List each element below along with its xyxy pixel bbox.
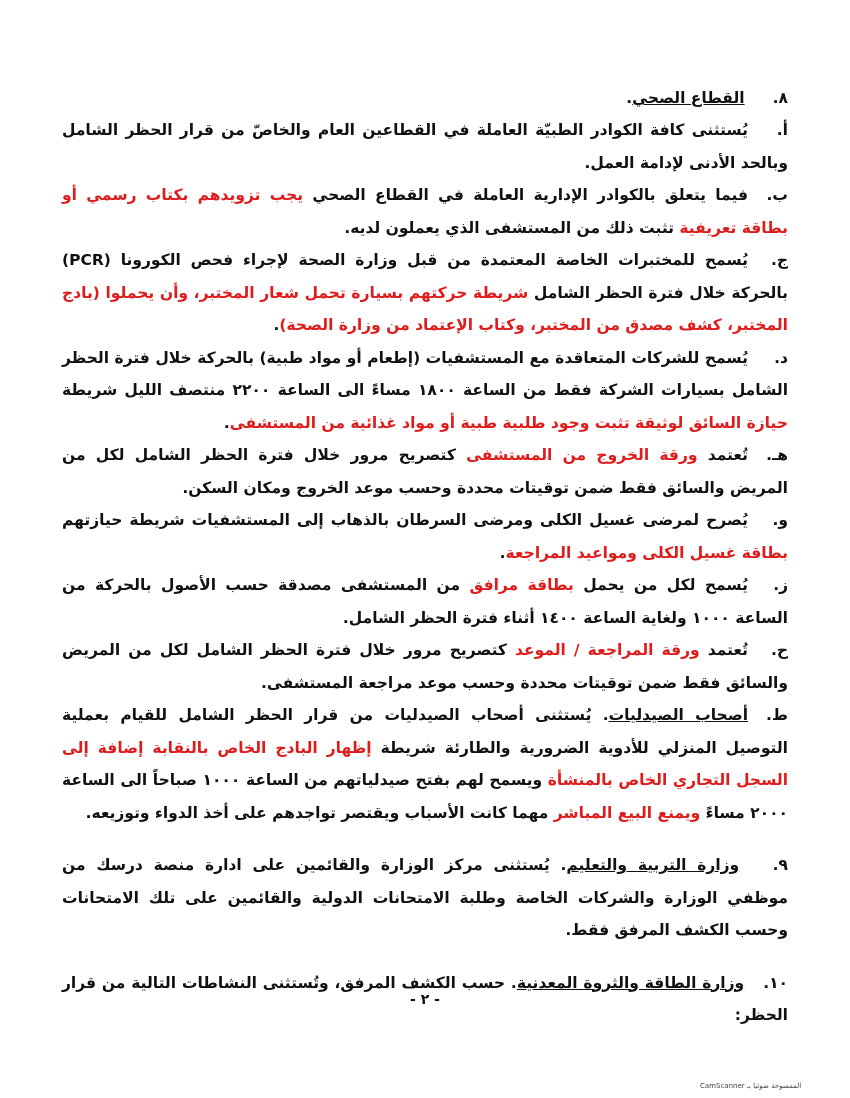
underlined-heading: أصحاب الصيدليات [608,706,749,724]
body-text: يُسمح للمختبرات الخاصة المعتمدة من قبل وزارة الصحة لإجراء فحص الكورونا (PCR) بالحركة خلال فترة الحظر الشامل [62,251,789,302]
list-item [62,569,788,634]
highlighted-text: حيازة السائق لوثيقة تثبت وجود طلبية طبية أو مواد غذائية من المستشفى [229,413,788,432]
list-item [62,244,788,342]
body-text: ويسمح لهم بفتح صيدلياتهم من الساعة ١٠٠٠ صباحاً الى الساعة ٢٠٠٠ مساءً [62,771,788,822]
page-number: - ٢ - [410,992,440,1008]
body-text: تثبت ذلك من المستشفى الذي يعملون لديه. [344,218,680,237]
item-letter: ج. [770,251,788,269]
highlighted-text: ورقة المراجعة / الموعد [515,641,700,659]
body-text: . [273,316,280,334]
item-letter: أ. [776,121,788,139]
section-8-heading [62,82,788,114]
spacer [62,829,788,849]
section-number: ٨. [772,89,788,107]
item-letter: ط. [766,706,789,724]
item-letter: و. [772,511,788,529]
highlighted-text: بطاقة مرافق [469,576,574,594]
highlighted-text: يجب تزويدهم بكتاب رسمي أو بطاقة تعريفية [62,186,788,237]
document-body [62,82,788,1032]
item-letter: د. [774,348,788,367]
section-9 [62,849,788,947]
body-text: . يُستثنى أصحاب الصيدليات من قرار الحظر الشامل للقيام بعملية التوصيل المنزلي للأدوية الضرورية والطارئة شريطة [62,706,788,757]
section-8-items [62,114,788,829]
body-text: يُستثنى كافة الكوادر الطبيّة العاملة في القطاعين العام والخاصّ من قرار الحظر الشامل وبالحد الأدنى لإدامة العمل. [62,121,788,172]
underlined-heading: وزارة الطاقة والثروة المعدنية [516,973,745,992]
body-text: . يُستثنى مركز الوزارة والقائمين على ادارة منصة درسك من موظفي الوزارة والشركات الخاصة وطلبة الامتحانات الدولية والقائمين على تلك الامتحانات وحسب الكشف المرفق فقط. [62,856,788,939]
list-item [62,634,788,699]
body-text: تُعتمد [697,446,749,464]
list-item [62,179,788,244]
section-number: ١٠. [763,973,788,992]
highlighted-text: ورقة الخروج من المستشفى [466,446,698,464]
body-text: . [499,543,506,562]
body-text: يُصرح لمرضى غسيل الكلى ومرضى السرطان بالذهاب إلى المستشفيات شريطة حيازتهم [62,511,748,529]
item-letter: ح. [770,641,789,659]
body-text: كتصريح مرور خلال فترة الحظر الشامل لكل من المريض والسائق فقط ضمن توقيتات محددة وحسب موعد الخروج ومكان السكن. [62,446,788,497]
body-text: . حسب الكشف المرفق، وتُستثنى النشاطات التالية من قرار الحظر: [62,973,788,1024]
section-number: ٩. [772,856,788,874]
body-text: يُسمح للشركات المتعاقدة مع المستشفيات (إطعام أو مواد طبية) بالحركة خلال فترة الحظر الشامل بسيارات الشركة فقط من الساعة ١٨٠٠ مساءً الى الساعة ٢٢٠٠ منتصف الليل شريطة [62,348,789,399]
highlighted-text: شريطة حركتهم بسيارة تحمل شعار المختبر، وأن يحملوا (بادج المختبر، كشف مصدق من المختبر، وكتاب الإعتماد من وزارة الصحة) [62,283,788,334]
list-item [62,342,788,440]
item-letter: ز. [773,576,788,594]
body-text: تُعتمد [699,641,749,659]
item-letter: هـ. [766,446,789,464]
section-title: القطاع الصحي [632,89,745,107]
body-text: كتصريح مرور خلال فترة الحظر الشامل لكل من المريض والسائق فقط ضمن توقيتات محددة وحسب موعد مراجعة المستشفى. [62,641,788,692]
list-item [62,699,788,829]
body-text: مهما كانت الأسباب ويقتصر تواجدهم على أخذ الدواء وتوزيعه. [85,803,554,822]
underlined-heading: وزارة التربية والتعليم [566,856,740,874]
list-item [62,114,788,179]
scanner-watermark: الممسوحة ضوئيا بـ CamScanner [700,1082,802,1090]
body-text: من المستشفى مصدقة حسب الأصول بالحركة من الساعة ١٠٠٠ ولغاية الساعة ١٤٠٠ أثناء فترة الحظر الشامل. [62,576,788,627]
item-letter: ب. [766,186,788,204]
highlighted-text: ويمنع البيع المباشر [553,803,701,822]
list-item [62,439,788,504]
body-text: . [223,413,230,432]
body-text: يُسمح لكل من يحمل [573,576,748,594]
highlighted-text: بطاقة غسيل الكلى ومواعيد المراجعة [505,543,788,562]
body-text: فيما يتعلق بالكوادر الإدارية العاملة في القطاع الصحي [303,186,748,204]
section-title-suffix: . [626,89,633,107]
spacer [62,947,788,967]
list-item [62,504,788,569]
highlighted-text: إظهار البادج الخاص بالنقابة إضافة إلى السجل التجاري الخاص بالمنشأة [62,738,789,789]
